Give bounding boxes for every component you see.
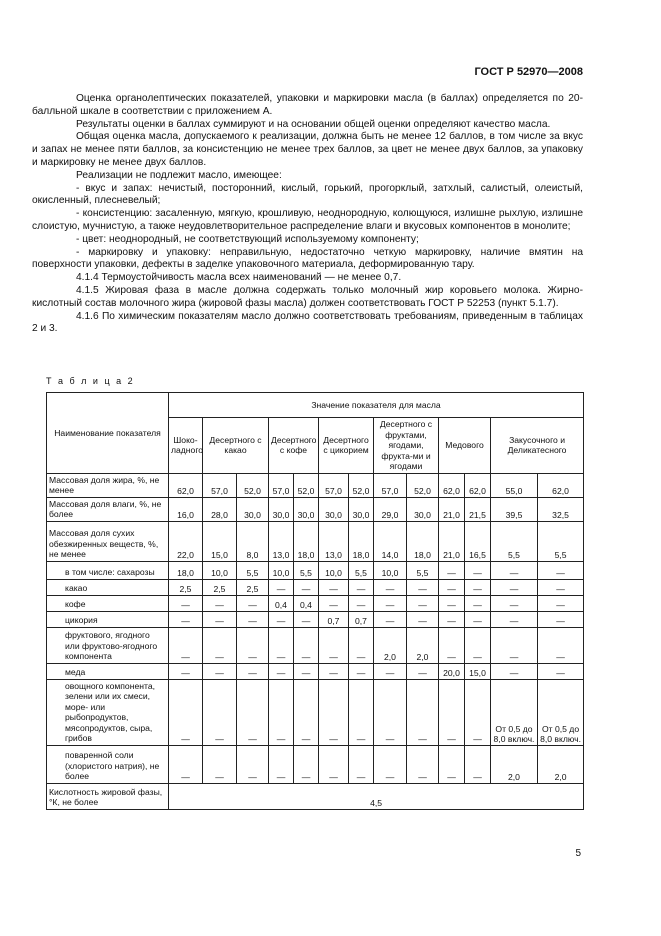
value-cell: —	[439, 627, 465, 663]
value-cell: —	[294, 679, 319, 745]
table-row	[47, 497, 584, 521]
value-cell: —	[538, 627, 584, 663]
value-cell: —	[169, 611, 203, 627]
value-cell: 5,5	[349, 561, 374, 579]
value-cell: 30,0	[269, 497, 294, 521]
value-cell: 57,0	[319, 473, 349, 497]
value-cell: —	[538, 579, 584, 595]
value-cell: —	[319, 679, 349, 745]
table-row	[47, 679, 584, 745]
value-cell: —	[203, 679, 237, 745]
value-cell: 52,0	[294, 473, 319, 497]
value-cell: —	[538, 595, 584, 611]
value-cell: —	[169, 595, 203, 611]
value-cell: 5,5	[491, 521, 538, 561]
table-row	[47, 627, 584, 663]
row-name-cell: Массовая доля жира, %, не менее	[47, 473, 169, 497]
value-cell: —	[538, 561, 584, 579]
value-cell: От 0,5 до 8,0 включ.	[538, 679, 584, 745]
value-cell: —	[203, 745, 237, 783]
value-cell: —	[407, 611, 439, 627]
document-header: ГОСТ Р 52970—2008	[474, 66, 583, 78]
value-cell: —	[237, 745, 269, 783]
value-cell: 21,5	[465, 497, 491, 521]
value-cell: —	[491, 627, 538, 663]
value-cell: —	[319, 745, 349, 783]
value-cell: —	[491, 595, 538, 611]
value-cell: —	[269, 745, 294, 783]
value-cell: 4,5	[169, 783, 584, 809]
value-cell: 62,0	[538, 473, 584, 497]
value-cell: 5,5	[407, 561, 439, 579]
value-cell: —	[491, 663, 538, 679]
value-cell: —	[407, 745, 439, 783]
table-row	[47, 611, 584, 627]
paragraph: Оценка органолептических показателей, упаковки и маркировки масла (в баллах) определяется по 20-балльной шкале в соответствии с приложением А.	[32, 93, 583, 117]
value-cell: —	[349, 627, 374, 663]
value-cell: —	[169, 663, 203, 679]
value-cell: 10,0	[269, 561, 294, 579]
value-cell: 5,5	[294, 561, 319, 579]
table-label: Т а б л и ц а 2	[46, 376, 135, 386]
row-name-cell: какао	[47, 579, 169, 595]
value-cell: 21,0	[439, 497, 465, 521]
paragraph: Реализации не подлежит масло, имеющее:	[76, 169, 282, 181]
value-cell: —	[169, 679, 203, 745]
value-cell: —	[491, 611, 538, 627]
value-cell: —	[407, 595, 439, 611]
value-cell: —	[374, 679, 407, 745]
table-row	[47, 473, 584, 497]
paragraph: - вкус и запах: нечистый, посторонний, кислый, горький, прогорклый, затхлый, салистый, олеистый, окисленный, плесневелый;	[32, 182, 583, 207]
value-cell: 18,0	[407, 521, 439, 561]
value-cell: —	[407, 579, 439, 595]
row-name-cell: фруктового, ягодного или фруктово-ягодного компонента	[47, 627, 169, 663]
value-cell: 57,0	[374, 473, 407, 497]
col-name-header: Наименование показателя	[47, 393, 169, 474]
value-cell: 15,0	[465, 663, 491, 679]
value-cell: 39,5	[491, 497, 538, 521]
row-name-cell: меда	[47, 663, 169, 679]
value-cell: 30,0	[407, 497, 439, 521]
row-name-cell: Кислотность жировой фазы, °К, не более	[47, 783, 169, 809]
requirements-table	[46, 392, 584, 810]
paragraph: - маркировку и упаковку: неправильную, недостаточно четкую маркировку, наличие вмятин на поверхности упаковки, дефекты в заделке упаковочного материала, деформированную тару.	[32, 246, 583, 271]
value-cell: 52,0	[349, 473, 374, 497]
value-cell: 21,0	[439, 521, 465, 561]
value-cell: —	[491, 561, 538, 579]
row-name-cell: в том числе: сахарозы	[47, 561, 169, 579]
value-cell: —	[294, 611, 319, 627]
value-cell: —	[465, 561, 491, 579]
value-cell: —	[407, 679, 439, 745]
value-cell: —	[465, 595, 491, 611]
value-cell: —	[203, 595, 237, 611]
subhead: Десертного с кофе	[269, 418, 319, 474]
value-cell: —	[374, 579, 407, 595]
value-cell: —	[374, 595, 407, 611]
value-cell: —	[439, 579, 465, 595]
value-cell: —	[319, 579, 349, 595]
value-cell: —	[269, 663, 294, 679]
value-cell: 52,0	[237, 473, 269, 497]
value-cell: —	[169, 627, 203, 663]
value-cell: 16,0	[169, 497, 203, 521]
table-row	[47, 745, 584, 783]
value-cell: 14,0	[374, 521, 407, 561]
value-cell: 8,0	[237, 521, 269, 561]
value-cell: —	[349, 595, 374, 611]
value-cell: —	[439, 611, 465, 627]
value-cell: От 0,5 до 8,0 включ.	[491, 679, 538, 745]
col-group-header: Значение показателя для масла	[169, 393, 584, 418]
value-cell: —	[319, 627, 349, 663]
value-cell: 22,0	[169, 521, 203, 561]
value-cell: —	[203, 611, 237, 627]
value-cell: 0,4	[294, 595, 319, 611]
value-cell: —	[203, 663, 237, 679]
value-cell: —	[374, 663, 407, 679]
value-cell: 62,0	[169, 473, 203, 497]
value-cell: —	[294, 627, 319, 663]
value-cell: 30,0	[294, 497, 319, 521]
value-cell: —	[237, 595, 269, 611]
row-name-cell: овощного компонента, зелени или их смеси, море- или рыбопродуктов, мясопродуктов, сыра, грибов	[47, 679, 169, 745]
value-cell: —	[465, 611, 491, 627]
value-cell: 2,0	[374, 627, 407, 663]
value-cell: 0,7	[349, 611, 374, 627]
value-cell: 0,7	[319, 611, 349, 627]
value-cell: 57,0	[269, 473, 294, 497]
value-cell: 32,5	[538, 497, 584, 521]
value-cell: —	[269, 627, 294, 663]
table-row	[47, 783, 584, 809]
value-cell: 55,0	[491, 473, 538, 497]
value-cell: —	[319, 663, 349, 679]
value-cell: —	[538, 611, 584, 627]
paragraph: 4.1.5 Жировая фаза в масле должна содержать только молочный жир коровьего молока. Жирно-кислотный состав молочного жира (жировой фазы масла) должен соответствовать ГОСТ Р 52253 (пункт 5.1.7).	[32, 284, 583, 309]
value-cell: —	[465, 679, 491, 745]
value-cell: —	[237, 627, 269, 663]
subhead: Десертного с цикорием	[319, 418, 374, 474]
value-cell: —	[491, 579, 538, 595]
value-cell: —	[407, 663, 439, 679]
body-text	[32, 93, 583, 336]
subhead: Шоко-ладного	[169, 418, 203, 474]
subhead: Десертного с фруктами, ягодами, фрукта-ми и ягодами	[374, 418, 439, 474]
paragraph: 4.1.4 Термоустойчивость масла всех наименований — не менее 0,7.	[76, 272, 402, 284]
value-cell: 18,0	[169, 561, 203, 579]
value-cell: 0,4	[269, 595, 294, 611]
value-cell: 30,0	[349, 497, 374, 521]
value-cell: 52,0	[407, 473, 439, 497]
paragraph: 4.1.6 По химическим показателям масло должно соответствовать требованиям, приведенным в таблицах 2 и 3.	[32, 310, 583, 335]
value-cell: —	[237, 679, 269, 745]
value-cell: —	[538, 663, 584, 679]
value-cell: —	[465, 627, 491, 663]
value-cell: 5,5	[538, 521, 584, 561]
value-cell: —	[319, 595, 349, 611]
value-cell: —	[203, 627, 237, 663]
value-cell: 29,0	[374, 497, 407, 521]
table-row	[47, 561, 584, 579]
value-cell: —	[294, 745, 319, 783]
value-cell: 2,5	[203, 579, 237, 595]
row-name-cell: цикория	[47, 611, 169, 627]
value-cell: —	[269, 579, 294, 595]
value-cell: —	[237, 663, 269, 679]
value-cell: —	[349, 679, 374, 745]
table-row	[47, 521, 584, 561]
value-cell: 13,0	[269, 521, 294, 561]
row-name-cell: поваренной соли (хлористого натрия), не более	[47, 745, 169, 783]
value-cell: —	[269, 611, 294, 627]
value-cell: —	[349, 579, 374, 595]
value-cell: 5,5	[237, 561, 269, 579]
row-name-cell: Массовая доля влаги, %, не более	[47, 497, 169, 521]
value-cell: 28,0	[203, 497, 237, 521]
paragraph: - консистенцию: засаленную, мягкую, крошливую, неоднородную, колющуюся, излишне рыхлую, излишне слоистую, мучнистую, а также неудовлетворительное распределение влаги и вкусовых компонентов в монолите;	[32, 208, 583, 232]
value-cell: 2,0	[538, 745, 584, 783]
value-cell: 10,0	[374, 561, 407, 579]
value-cell: 2,0	[491, 745, 538, 783]
value-cell: —	[374, 611, 407, 627]
value-cell: —	[439, 595, 465, 611]
table-row	[47, 595, 584, 611]
value-cell: 18,0	[349, 521, 374, 561]
value-cell: 16,5	[465, 521, 491, 561]
table-row	[47, 579, 584, 595]
value-cell: 30,0	[237, 497, 269, 521]
row-name-cell: Массовая доля сухих обезжиренных веществ, %, не менее	[47, 521, 169, 561]
value-cell: 30,0	[319, 497, 349, 521]
value-cell: 13,0	[319, 521, 349, 561]
page-number: 5	[575, 848, 581, 859]
value-cell: 20,0	[439, 663, 465, 679]
value-cell: —	[237, 611, 269, 627]
paragraph: Общая оценка масла, допускаемого к реализации, должна быть не менее 12 баллов, в том числе за вкус и запах не менее пяти баллов, за консистенцию не менее трех баллов, за цвет не менее двух баллов, за упаковку и маркировку не менее двух баллов.	[32, 131, 583, 168]
value-cell: 62,0	[465, 473, 491, 497]
value-cell: 57,0	[203, 473, 237, 497]
table-row	[47, 663, 584, 679]
row-name-cell: кофе	[47, 595, 169, 611]
subhead: Закусочного и Деликатесного	[491, 418, 584, 474]
paragraph: Результаты оценки в баллах суммируют и на основании общей оценки определяют качество масла.	[76, 118, 551, 130]
value-cell: —	[269, 679, 294, 745]
value-cell: 10,0	[319, 561, 349, 579]
value-cell: —	[439, 561, 465, 579]
value-cell: 62,0	[439, 473, 465, 497]
value-cell: —	[349, 663, 374, 679]
subhead: Десертного с какао	[203, 418, 269, 474]
value-cell: —	[294, 579, 319, 595]
value-cell: 2,0	[407, 627, 439, 663]
value-cell: 18,0	[294, 521, 319, 561]
value-cell: —	[465, 579, 491, 595]
value-cell: —	[465, 745, 491, 783]
value-cell: 2,5	[237, 579, 269, 595]
value-cell: —	[374, 745, 407, 783]
value-cell: 2,5	[169, 579, 203, 595]
value-cell: 10,0	[203, 561, 237, 579]
value-cell: —	[349, 745, 374, 783]
value-cell: —	[169, 745, 203, 783]
paragraph: - цвет: неоднородный, не соответствующий используемому компоненту;	[76, 233, 419, 245]
value-cell: —	[294, 663, 319, 679]
subhead: Медового	[439, 418, 491, 474]
value-cell: —	[439, 679, 465, 745]
value-cell: —	[439, 745, 465, 783]
value-cell: 15,0	[203, 521, 237, 561]
